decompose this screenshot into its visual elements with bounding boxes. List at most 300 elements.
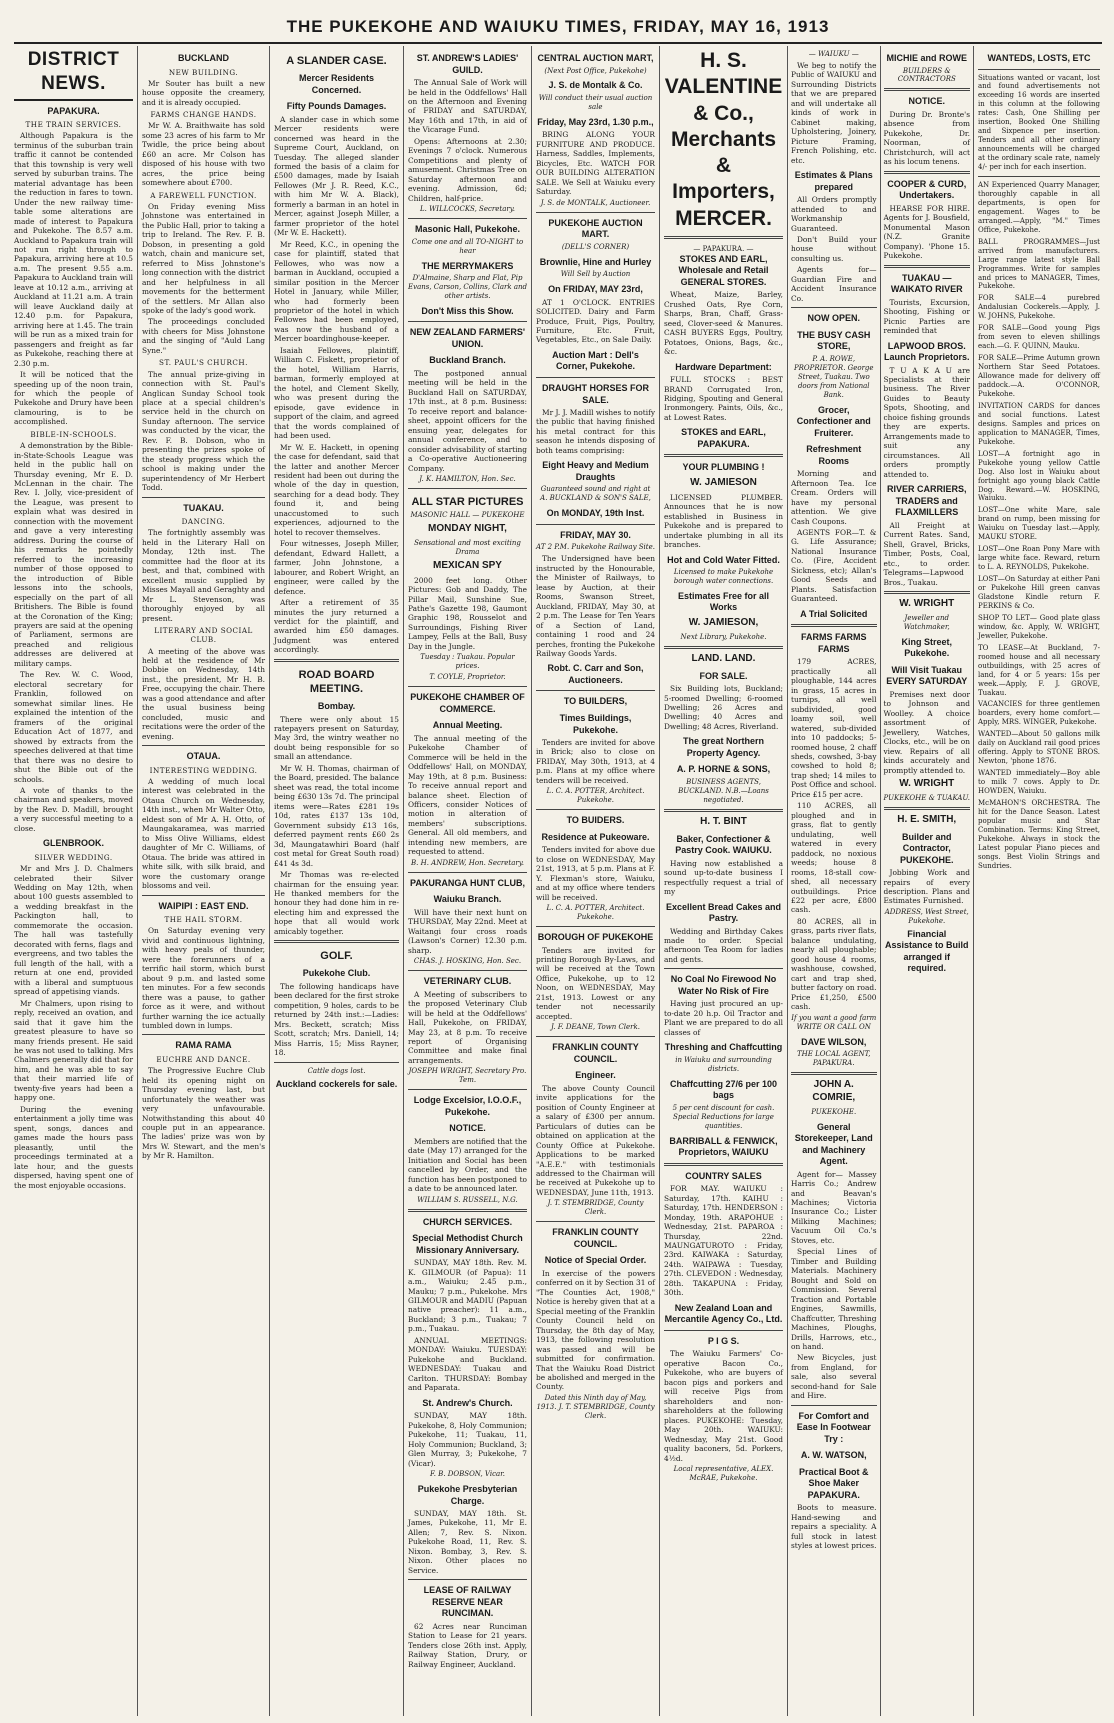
notice-text: Tenders are invited for above in Brick; also to close on FRIDAY, May 30th, 1913, at 4 p.m. Plans at my office where tenders will be received. (536, 738, 655, 785)
notice-text: SUNDAY, MAY 18th. Rev. M. K. GILMOUR (of Papua): 11 a.m., Waiuku; 2.45 p.m., Mauku; 7 p.m., Pukekohe. Mrs GILMOUR and MADIU (Papuan native preacher): 11 a.m., Buckland; 3 p.m., Tuakau; 7 p.m., Tuakau. (408, 1258, 527, 1334)
advert-text: THE LOCAL AGENT, PAPAKURA. (796, 1050, 871, 1068)
divider (536, 212, 655, 213)
advert-text: 80 ACRES, all in grass, parts river flats, balance undulating, nearly all ploughable; good house 4 rooms, washhouse, cowshed, cart and trap shed, butter factory on road. Price £1,250, £500 cash. (791, 916, 877, 1012)
notice-heading: Auction Mart : Dell's Corner, Pukekohe. (552, 349, 639, 372)
advert-name: For Comfort and Ease In Footwear Try : (796, 1410, 871, 1444)
divider (884, 591, 971, 594)
divider (408, 686, 527, 687)
article-paragraph: A vote of thanks to the chairman and speakers, moved by the Rev. D. Madill, brought a very successful meeting to a close. (14, 785, 133, 833)
advert-text: T U A K A U are Specialists at their business. The River Guides to Beauty Spots, Shooting, and choice fishing grounds they are experts. Arrangements made to suit any circumstances. All orders promptly attended to. (883, 365, 970, 479)
notice-heading: TO BUIDERS. (566, 815, 625, 826)
advert-name: No Coal No Firewood No Water No Risk of Fire (670, 974, 777, 996)
section-subheading: ST. PAUL'S CHURCH. (159, 358, 248, 368)
advert-name: Wholesale and Retail GENERAL STORES. (678, 265, 769, 287)
notice-text: The Undersigned have been instructed by the Honourable, the Minister of Railways, to lease by Auction, at their Rooms, Swanson Street, Auckland, FRIDAY, May 30, at 2 p.m. The Lease for Ten Years of a Section of Land, containing 1 rood and 24 perches, fronting the Pukekohe Railway Goods Yards. (536, 554, 655, 658)
article-headline: ROAD BOARD MEETING. (298, 668, 375, 695)
article-paragraph: The Progressive Euchre Club held its opening night on Thursday evening last, but unfortunately the weather was very unfavourable. Notwithstanding this about 40 couple put in an appearance. The ladies' prize was won by Mrs W. Stewart, and the men's by Mr R. Hamilton. (142, 1066, 265, 1161)
notice-text: The above County Council invite applications for the position of County Engineer at a salary of £300 per annum. Particulars of duties can be obtained on application at the County Office at Pukekohe. Applications to be marked "A.E.E." with testimonials addressed to the Chairman will be received at Pukekohe up to WEDNESDAY, June 11th, 1913. (536, 1083, 655, 1197)
column-wanteds (974, 46, 1104, 1716)
article-paragraph: A wedding of much local interest was celebrated in the Otaua Church on Wednesday, 14th inst., when Mr Walter Otto, eldest son of Mr A. H. Otto, of Maungakaramea, was married to Miss Olive Williams, eldest daughter of Mr C. Williams, of Otaua. The bride was attired in white silk, with silk braid, and wore the customary orange blossoms and veil. (142, 776, 265, 891)
divider (536, 926, 655, 927)
divider (408, 1089, 527, 1090)
divider (142, 895, 265, 896)
advert-text: Special Lines of Timber and Building Materials. Machinery Bought and Sold on Commission. Several Traction and Portable Engines, Sawmills, Chaffcutter, Threshing Machines, Ploughs, Drills, Harrows, etc., on hand. (791, 1247, 877, 1352)
classified-ad: TO LEASE—At Buckland, 7-roomed house and all necessary outbuildings, with 25 acres of land, for 4 or 5 years: 15s per week.—Apply, F. J. GROVE, Tuakau. (978, 643, 1100, 697)
classified-ad: VACANCIES for three gentlemen boarders, every home comfort.—Apply, MRS. WINGER, Pukekohe. (978, 700, 1100, 727)
notice-text: Guaranteed sound and right at A. BUCKLAND & SON'S SALE, (540, 485, 651, 503)
notice-heading: Brownlie, Hine and Hurley (539, 256, 652, 267)
notice-text: Tuesday : Tuakau. Popular prices. (420, 653, 515, 671)
advert-text: All Orders promptly attended to and Workmanship Guaranteed. (791, 195, 877, 233)
classified-ad: BALL PROGRAMMES—Just arrived from manufacturers. Large range latest style Ball Programmes. Write for samples and prices to MANAGER, Times, Pukekohe. (978, 237, 1100, 291)
divider (142, 1034, 265, 1035)
advert-text: Tourists, Excursion, Shooting, Fishing or Picnic Parties are reminded that (883, 297, 970, 336)
article-paragraph: A slander case in which some Mercer residents were concerned was heard in the Supreme Court, Auckland, on Tuesday. The alleged slander formed the basis of a claim for £500 damages, made by Isaiah Fellowes (Mr J. R. Reed, K.C., with him Mr W. A. Black), formerly a barman in an hotel in Mercer, against Joseph Miller, a farmer proprietor of the hotel (Mr W. E. Hackett). (274, 114, 399, 238)
classified-ad: INVITATION CARDS for dances and social functions. Latest designs. Samples and prices on application to MANAGER, Times, Pukekohe. (978, 401, 1100, 446)
advert-headline: Merchants & Importers, (670, 127, 777, 204)
section-heading: OTAUA. (186, 751, 221, 762)
notice-subheading: Notice of Special Order. (544, 1255, 647, 1266)
advert-text: If you want a good farm WRITE OR CALL ON (791, 1013, 877, 1031)
advert-name: W. JAMIESON, (688, 617, 759, 628)
notice-text: SUNDAY, MAY 18th. Pukekohe, 8, Holy Communion; Pukekohe, 11; Tuakau, 11, Holy Communion; Buckland, 3; Glen Murray, 3; Pukekohe, 7 (Vicar). (408, 1411, 527, 1468)
notice-heading: PAKURANGA HUNT CLUB, (410, 877, 525, 888)
advert-name: General Storekeeper, Land and Machinery Agent. (794, 1121, 873, 1167)
notice-text: Opens: Afternoons at 2.30; Evenings 7 o'clock. Numerous Competitions and plenty of amusement. Christmas Tree on Saturday afternoon and evening. Admission, 6d; Children, half-price. (408, 136, 527, 203)
notice-text: D'Almaine, Sharp and Flat, Pip Evans, Carson, Collins, Clark and other artists. (408, 274, 528, 300)
advert-text: Premises next door to Johnson and Woolley. A choice assortment of Jewellery, Watches, Clocks, etc., will be on view. Repairs of all kinds accurately and promptly attended to. (883, 689, 970, 775)
notice-signature: J. S. de MONTALK, Auctioneer. (540, 198, 651, 207)
notice-subheading: Engineer. (575, 1070, 616, 1081)
divider (664, 809, 783, 812)
advert-text: AGENTS FOR—T. & G. Life Assurance; National Insurance Co. (Fire, Accident Sickness, etc); Allan's Good Seeds and Plants. Satisfaction Guaranteed. (791, 528, 877, 604)
article-paragraph: Mr W. A. Braithwaite has sold some 23 acres of his farm to Mr Twidle, the price being about £60 an acre. Mr Colson has disposed of his house with two acres, the price being somewhere about £700. (142, 121, 265, 188)
article-paragraph: Mr W. H. Thomas, chairman of the Board, presided. The balance sheet was read, the total income being £630 13s 7d. The principal items were—Rates £281 19s 10d, rates £137 13s 10d, Government subsidy £13 16s, deferred payment rents £60 2s 3d, Maungatawhiri Board (half cost metal for Great South road) £41 4s 3d. (274, 763, 399, 868)
advert-name: NOTICE. (908, 96, 945, 107)
notice-heading: CENTRAL AUCTION MART, (537, 53, 654, 63)
divider (536, 524, 655, 525)
advert-name: Threshing and Chaffcutting (664, 1042, 783, 1053)
advert-name: JOHN A. COMRIE, (812, 1078, 856, 1103)
notice-subheading: Times Buildings, Pukekohe. (559, 712, 632, 735)
advert-name: A. W. WATSON, (800, 1450, 867, 1461)
article-paragraph: Mr and Mrs J. D. Chalmers celebrated their Silver Wedding on May 12th, when about 100 guests assembled to a wedding breakfast in the Packington hall, to commemorate the occasion. The hall was tastefully decorated with ferns, flags and evergreens, and two tables the full length of the hall, with a return at one end, provided with a liberal and sumptuous spread of appetising viands. (14, 864, 133, 997)
masthead (14, 10, 1102, 44)
notice-text: Will Sell by Auction (560, 270, 631, 279)
article-paragraph: The Rev. W. C. Wood, electoral secretary for Franklin, followed on somewhat similar lines. He explained the intention of the framers of the original Education Act of 1877, and showed by extracts from the speeches delivered at that time that there was no desire to shut the Bible out of the schools. (14, 670, 133, 784)
section-heading: RAMA RAMA (175, 1040, 232, 1051)
classified-ad: LOST—One white Mare, sale brand on rump, been missing for Waiuku on Tuesday last.—Apply, MAUKU STORE. (978, 506, 1100, 542)
advert-text: — WAIUKU — (808, 50, 859, 58)
article-paragraph: After a retirement of 35 minutes the jury returned a verdict for the plaintiff, and awarded him £50 damages. Judgment was entered accordingly. (274, 598, 399, 655)
notice-text: Come one and all TO-NIGHT to hear (411, 237, 524, 255)
divider (408, 488, 527, 489)
section-subheading: LITERARY AND SOCIAL CLUB. (154, 626, 253, 645)
notice-heading: NEW ZEALAND FARMERS' UNION. (409, 327, 526, 349)
article-paragraph: A demonstration by the Bible-in-State-Schools League was held in the public hall on Thursday evening, Mr E. D. McLennan in the chair. The Rev. I. Jolly, vice-president of the League, was present to explain what was desired in connection with the movement and gave a very interesting address. During the course of his remarks he pointedly referred to the increasing number of those opposed to the introduction of Bible lessons into the schools, especially on the part of all Britishers. The Bible is found at the Coronation of the King; prayers are said at the opening of Parliament, sermons are preached and religious addresses are delivered at military camps. (14, 441, 133, 668)
notice-heading: FRANKLIN COUNTY COUNCIL. (552, 1042, 639, 1064)
column-businesses (788, 46, 974, 1716)
advert-text: — PAPAKURA. — (693, 244, 754, 253)
notice-heading: Eight Heavy and Medium Draughts (542, 460, 649, 482)
advert-text: Having now established a sound up-to-date business I respectfully request a trial of my (664, 858, 783, 897)
notice-heading: ALL STAR PICTURES (411, 496, 524, 509)
advert-name: COUNTRY SALES (685, 1170, 762, 1181)
divider (536, 690, 655, 691)
notice-signature: J. K. HAMILTON, Hon. Sec. (419, 475, 516, 484)
notice-signature: T. COYLE, Proprietor. (429, 673, 506, 682)
divider (408, 321, 527, 322)
advert-text: PUKEKOHE & TUAKAU. (883, 793, 970, 802)
divider (536, 1036, 655, 1037)
advert-name: Estimates Free for all Works (677, 590, 770, 613)
divider (536, 1221, 655, 1222)
classified-ad: WANTED—About 50 gallons milk daily on Auckland rail good prices offering. Apply to STONE BROS. Newton, 'phone 1876. (978, 730, 1100, 766)
advert-name: FOR SALE. (699, 670, 748, 681)
section-subheading: INTERESTING WEDDING. (149, 765, 258, 775)
advert-text: Licensed to make Pukekohe borough water connections. (673, 568, 774, 586)
notice-text: ANNUAL MEETINGS: MONDAY: Waiuku. TUESDAY: Pukekohe and Buckland. WEDNESDAY: Tuakau and Carlton. THURSDAY: Bombay and Paparata. (408, 1335, 527, 1393)
article-paragraph: A meeting of the above was held at the residence of Mr Dobbie on Wednesday, 14th inst., the president, Mr H. B. Free, occupying the chair. There was a good attendance and after the usual business being concluded, music and recitations were the order of the evening. (142, 646, 265, 741)
advert-name: P I G S. (707, 1335, 740, 1346)
newspaper-title: THE PUKEKOHE AND WAIUKU TIMES, FRIDAY, MAY 16, 1913 (286, 17, 830, 36)
notice-signature: L. C. A. POTTER, Architect. Pukekohe. (546, 904, 645, 922)
classified-ad: LOST—A fortnight ago in Pukekohe young yellow Cattle Dog. Also lost in Waiuku about fortnight ago young black Cattle Dog. Reward.—W. HOSKING, Waiuku. (978, 449, 1100, 503)
notice-heading: FRIDAY, MAY 30. (560, 529, 631, 540)
section-subheading: A FAREWELL FUNCTION. (150, 190, 257, 200)
notice-text: Will have their next hunt on THURSDAY, May 22nd. Meet at Waitangi four cross roads (Lawson's Corner) 12.30 p.m. sharp. (408, 907, 527, 955)
notice-text: MASONIC HALL — PUKEKOHE (410, 511, 525, 520)
advert-name: THE BUSY CASH STORE, (797, 329, 871, 352)
column-auctions (532, 46, 660, 1716)
notice-subheading: Pukekohe Presbyterian Charge. (417, 1483, 518, 1506)
notice-heading: BOROUGH OF PUKEKOHE (537, 932, 654, 943)
section-subheading: EUCHRE AND DANCE. (156, 1054, 251, 1064)
advert-name: W. WRIGHT (899, 777, 955, 789)
notice-heading: Don't Miss this Show. (421, 305, 514, 316)
section-heading: PAPAKURA. (47, 105, 100, 116)
classified-snippet: Auckland cockerels for sale. (275, 1078, 398, 1089)
column-businesses-right (881, 46, 974, 1716)
article-headline: GOLF. (320, 950, 353, 963)
section-subheading: FARMS CHANGE HANDS. (150, 110, 257, 120)
advert-name: LAPWOOD BROS. Launch Proprietors. (883, 340, 970, 363)
notice-text: The Annual Sale of Work will be held in the Oddfellows' Hall on the Afternoon and Evening of FRIDAY and SATURDAY, May 16th and 17th, in aid of the Vicarage Fund. (408, 78, 527, 135)
advert-text: Jobbing Work and repairs of every description. Plans and Estimates Furnished. (883, 868, 970, 906)
notice-heading: Masonic Hall, Pukekohe. (414, 224, 521, 235)
notice-heading: Friday, May 23rd, 1.30 p.m., (537, 116, 654, 127)
divider (142, 745, 265, 746)
divider (274, 1062, 399, 1063)
notice-heading: MEXICAN SPY (433, 559, 502, 571)
notice-heading: VETERINARY CLUB. (423, 976, 512, 987)
notice-text: 62 Acres near Runciman Station to Lease for 21 years. Tenders close 26th inst. Apply, Railway Station, Drury, or Railway Engineer, Auckland. (408, 1621, 527, 1669)
notice-text: The annual meeting of the Pukekohe Chamber of Commerce will be held in the Oddfellows' Hall, on MONDAY, May 19th, at 8 p.m. Business: To receive annual report and balance sheet. Election of Officers, consider Notices of motion in alteration of members' subscriptions. General. All old members, and intending new members, are requested to attend. (408, 733, 527, 857)
advert-text: ADDRESS, West Street, Pukekohe. (884, 907, 969, 925)
notice-heading: CHURCH SERVICES. (422, 1216, 513, 1227)
advert-headline: MERCER. (675, 206, 772, 230)
section-heading: TUAKAU. (183, 502, 224, 513)
divider (536, 809, 655, 810)
notice-text: Will conduct their usual auction sale (538, 93, 653, 111)
article-paragraph: Mr Souter has built a new house opposite the creamery, and it is already occupied. (142, 78, 265, 107)
article-paragraph: Isaiah Fellowes, plaintiff, William C. Fiskett, proprietor of the hotel, William Harris, barman, formerly employed at the hotel, and Clement Skelly, who was present during the episode, gave evidence in support of the claim, and agreed that the words complained of had been used. (274, 345, 399, 441)
notice-heading: DRAUGHT HORSES FOR SALE. (541, 382, 649, 405)
classified-ad: FOR SALE—Prime Autumn grown Northern Star Seed Potatoes. Allowance made for delivery off paddock.—A. O'CONNOR, Pukekohe. (978, 354, 1100, 398)
wanteds-intro: Situations wanted or vacant, lost and found advertisements not exceeding 16 words are inserted in this column at the following rates: Cash, One Shilling per insertion, Booked One Shilling and Sixpence per insertion. Tenders and all other ordinary announcements will be charged at the ordinary scale rate, namely 4/- per inch for each insertion. (978, 73, 1100, 172)
advert-text: Jeweller and Watchmaker, (903, 613, 950, 631)
notice-heading: LEASE OF RAILWAY RESERVE NEAR RUNCIMAN. (423, 1585, 512, 1619)
advert-name: STOKES and EARL, PAPAKURA. (681, 427, 766, 449)
advert-name: Refreshment Rooms (806, 444, 862, 466)
advert-text: P. A. ROWE, PROPRIETOR. George Street, Tuakau. Two doors from National Bank. (793, 354, 874, 399)
divider (978, 69, 1100, 70)
advert-text: Don't Build your house without consulting us. (791, 235, 877, 263)
divider (408, 970, 527, 971)
notice-heading: Robt. C. Carr and Son, Auctioneers. (547, 663, 644, 685)
section-heading: GLENBROOK. (42, 838, 104, 849)
divider (408, 1209, 527, 1212)
advert-text: Having just procured an up-to-date 20 h.p. Oil Tractor and Plant we are prepared to do all classes of (664, 999, 783, 1037)
section-heading: WAIPIPI : EAST END. (158, 900, 249, 911)
advert-name: W. JAMIESON (690, 476, 757, 488)
notice-heading: Lodge Excelsior, I.O.O.F., Pukekohe. (413, 1095, 522, 1117)
advert-text: FOR MAY. WAIUKU : Saturday, 17th. KAIHU : Saturday, 17th. HENDERSON : Monday, 19th. ARAPOHUE : Wednesday, 21st. PAPAROA : Thursday, 22nd. MAUNGATUROTO : Friday, 23rd. KAIWAKA : Saturday, 24th. WAIPAWA : Tuesday, 27th. CLEVEDON : Wednesday, 28th. TAKAPUNA : Friday, 30th. (664, 1184, 783, 1298)
notice-text: Tenders invited for above due to close on WEDNESDAY, May 21st, 1913, at 5 p.m. Plans at F. Y. Flexman's store, Waiuku, and at my office where tenders will be received. (536, 845, 655, 902)
advert-name: Chaffcutting 27/6 per 100 bags (669, 1078, 778, 1101)
advert-text: LICENSED PLUMBER. Announces that he is now established in Business in Pukekohe and is prepared to undertake plumbing in all its branches. (664, 492, 783, 550)
section-subheading: NEW BUILDING. (168, 67, 239, 77)
column-notices (404, 46, 532, 1716)
advert-name: The great Northern Property Agency. (682, 736, 764, 758)
divider (791, 624, 877, 627)
advert-text: Wheat, Maize, Barley, Crushed Oats, Rye Corn, Sharps, Bran, Chaff, Grass-seed, Clover-seed & Manures. CASH BUYERS Eggs, Poultry, Potatoes, Onions, Bags, &c., &c. (664, 290, 783, 357)
advert (664, 243, 783, 291)
advert-text: The Waiuku Farmers' Co-operative Bacon Co., Pukekohe, who are buyers of bacon pigs and porkers and will receive Pigs from shareholders and non-shareholders at the following places. PUKEKOHE: Tuesday, May 20th. WAIUKU: Wednesday, May 21st. Good quality baconers, 5d. Porkers, 4½d. (664, 1349, 783, 1463)
notice-signature: F. B. DOBSON, Vicar. (429, 1470, 506, 1479)
notice-heading: On MONDAY, 19th Inst. (546, 508, 645, 519)
notice-text: The postponed annual meeting will be held in the Buckland Hall on SATURDAY, 17th inst., at 8 p.m. Business: To receive report and balance-sheet, appoint officers for the ensuing year, delegates for annual conference, and to consider advisability of starting a Co-operative Auctioneering Company. (408, 368, 527, 473)
section-heading: BUCKLAND (178, 53, 229, 63)
advert-headline: H. S. VALENTINE & Co., (664, 49, 783, 125)
classified-ad: LOST—On Saturday at either Pani or Pukekohe Hill green canvas Gladstone Kindle return F. PERKINS & Co. (978, 575, 1100, 610)
classified-ad: SHOP TO LET— Good plate glass window, &c. Apply, W. WRIGHT, Jeweller, Pukekohe. (978, 613, 1100, 640)
classified-ad: FOR SALE—4 purebred Andalusian Cockerels.—Apply, J. W. JOHNS, Pukekohe. (978, 294, 1100, 321)
advert-text: Boots to measure. Hand-sewing and repairs a speciality. A full stock in latest styles at lowest prices. (791, 1503, 877, 1551)
article-paragraph: Although Papakura is the terminus of the suburban train traffic it cannot be contended that this township is very well served by suburban trains. The material advantage has been the reduction in fares to town. Under the new railway time-table some alterations are made of interest to Papakura and Pukekohe. The 8.57 a.m. Auckland to Papakura train will not run right through to Papakura, arriving here at 10.5 a.m. The present 9.55 a.m. Papakura to Auckland train will leave at 10.12 a.m., arriving at Auckland at 11.21 a.m. A train will leave Auckland daily at 12.40 p.m. for Papakura, arriving here at 1.45. The train will be run as a mixed train for passengers and freight as far as Pukekohe, reaching there at 2.30 p.m. (14, 131, 133, 368)
wanteds-title: WANTEDS, LOSTS, ETC (987, 53, 1091, 63)
divider (664, 236, 783, 239)
notice-subheading: Residence at Pukeoware. (541, 831, 650, 842)
notice-heading: FRANKLIN COUNTY COUNCIL. (552, 1227, 639, 1249)
advert-text: 110 ACRES, all ploughed and in grass, flat to gently undulating, well watered in every paddock, no noxious weeds; house 8 rooms, 18-stall cow-shed, all necessary outbuildings. Price £22 per acre, £800 cash. (791, 801, 877, 915)
article-paragraph: There were only about 15 ratepayers present on Saturday, May 3rd, the wintry weather no doubt being responsible for so small an attendance. (274, 714, 399, 762)
article-paragraph: On Saturday evening very vivid and continuous lightning, with heavy peals of thunder, were the forerunners of a terrific hail storm, which burst about 9 p.m. and lasted some ten minutes. For a few seconds there was a pause, to gather force as it were, and without further warning the ice actually tumbled down in lumps. (142, 926, 265, 1030)
notice-text: In exercise of the powers conferred on it by Section 31 of "The Counties Act, 1908," Notice is hereby given that at a Special meeting of the Franklin County Council held on Thursday, the 8th day of May, 1913, the following resolution was passed and will be submitted for confirmation. That the Waiuku Road District be abolished and merged in the County. (536, 1268, 655, 1392)
advert-name: New Zealand Loan and Mercantile Agency Co., Ltd. (664, 1302, 783, 1325)
notice-heading: PUKEKOHE AUCTION MART. (548, 217, 643, 240)
advert-name: Excellent Bread Cakes and Pastry. (665, 901, 782, 924)
advert-text: FULL STOCKS : BEST BRAND Corrugated Iron, Ridging, Spouting and General Ironmongery. Paints, Oils, &c., at Lowest Rates. (664, 375, 783, 422)
notice-text: BRING ALONG YOUR FURNITURE AND PRODUCE. Harness, Saddles, Implements, Bicycles, Etc. WATCH FOR OUR BUILDING ALTERATION SALE. We Sell at Waiuku every Saturday. (536, 130, 655, 197)
advert-name: Builder and Contractor, PUKEKOHE. (899, 831, 954, 865)
advert-text: During Dr. Bronte's absence from Pukekohe, Dr. Noorman, of Christchurch, will act as his locum tenens. (883, 109, 970, 167)
notice-text: AT 2 P.M. Pukekohe Railway Site. (536, 543, 655, 552)
column-slander-case (270, 46, 404, 1716)
divider (408, 218, 527, 219)
classified-ad: WANTED immediately—Boy able to milk 7 cows. Apply to Dr. HOWDEN, Waiuku. (978, 769, 1100, 796)
divider (791, 1072, 877, 1075)
advert-text: Wedding and Birthday Cakes made to order. Special afternoon Tea Room for ladies and gents. (664, 926, 783, 964)
notice-signature: B. H. ANDREW, Hon. Secretary. (411, 858, 524, 867)
advert-name: DAVE WILSON, (801, 1036, 867, 1047)
advert-name: TUAKAU — WAIKATO RIVER (890, 272, 963, 295)
divider (664, 646, 783, 649)
notice-text: SUNDAY, MAY 18th. St. James, Pukekohe, 11, Mr E. Allen; 7, Rev. S. Nixon. Pukekohe Road, 11, Rev. S. Nixon. Bombay, 3, Rev. S. Nixon. Other places no Service. (408, 1509, 527, 1575)
section-subheading: DANCING. (181, 517, 226, 527)
advert-name: BARRIBALL & FENWICK, Proprietors, WAIUKU (669, 1135, 778, 1158)
notice-text: 2000 feet long. Other Pictures: Gob and Daddy, The Pillar Mail, Sunshine Sue, Pathe's Gazette 198, Gaumont Graphic 198, Rousselot and Surroundings, Fishing River Lampey, Fells at the Ball, Busy Day in the Jungle. (408, 575, 527, 651)
advert-name: YOUR PLUMBING ! (682, 462, 765, 473)
divider (791, 1405, 877, 1406)
notice-signature: JOSEPH WRIGHT, Secretary Pro. Tem. (408, 1067, 527, 1085)
article-paragraph: On Friday evening Miss Johnstone was entertained in the Public Hall, prior to taking a trip to Ireland. The Rev. F. B. Dobson, in presenting a gold watch, chain and manicure set, referred to Miss Johnstone's long connection with the district and her helpfulness in all movements for the betterment of the settlers. Mr Allan also spoke of the lady's good work. (142, 201, 265, 316)
article-paragraph: The annual prize-giving in connection with St. Paul's Anglican Sunday School took place at a special children's service held in the church on Sunday afternoon. The service was conducted by the vicar, the Rev. F. B. Dobson, who in presenting the prizes spoke of the steady progress which the school is making under the superintendency of Mr Herbert Todd. (142, 369, 265, 493)
article-subheadline: Mercer Residents Concerned. (298, 73, 375, 95)
advert-text: Morning and Afternoon Tea. Ice Cream. Orders will have my personal attention. We give Cash Coupons. (791, 469, 877, 526)
advert-text: We beg to notify the Public of WAIUKU and Surrounding Districts that we are prepared and will undertake all kinds of work in Cabinet making, Upholstering, Joinery, Picture Framing, French Polishing, etc. etc. (791, 60, 877, 165)
column-district-news (10, 46, 138, 1716)
section-subheading: BIBLE-IN-SCHOOLS. (30, 429, 117, 439)
notice-heading: THE MERRYMAKERS (421, 260, 514, 271)
advert-text: BUSINESS AGENTS, BUCKLAND. N.B.—Loans negotiated. (678, 777, 769, 804)
notice-text: (Next Post Office, Pukekohe) (544, 66, 647, 75)
advert-name: King Street, Pukekohe. (901, 636, 952, 659)
notice-subheading: Waiuku Branch. (433, 894, 502, 905)
section-subheading: THE HAIL STORM. (164, 915, 243, 925)
divider (884, 807, 971, 810)
notice-heading: ST. ANDREW'S LADIES' GUILD. (416, 53, 519, 75)
advert-name: MICHIE and ROWE (886, 53, 967, 63)
advert-name: FARMS FARMS FARMS (800, 632, 867, 654)
article-paragraph: The following handicaps have been declared for the first stroke competition, 9 holes, cards to be returned by 24th inst.:—Ladies: Mrs. Beckett, scratch; Miss Scott, scratch; Mrs. Daniell, 14; Miss Harris, 15; Miss Rayner, 18. (274, 981, 399, 1058)
page-columns (10, 46, 1104, 1716)
notice-subheading: St. Andrew's Church. (422, 1397, 513, 1408)
advert-name: A. P. HORNE & SONS, (676, 764, 771, 775)
section-subheading: THE TRAIN SERVICES. (25, 120, 122, 130)
advert-name: Grocer, Confectioner and Fruiterer. (796, 404, 871, 438)
article-subheadline: Fifty Pounds Damages. (286, 101, 387, 112)
advert-text: HEARSE FOR HIRE. Agents for J. Bousfield, Monumental Mason (N.Z. Granite Company). 'Phone 15. Pukekohe. (883, 203, 970, 261)
divider (274, 940, 399, 943)
advert-text: All Freight at Current Rates. Sand, Shell, Gravel, Bricks, Timber, Posts, Coal, etc., to order. Telegrams—Lapwood Bros., Tuakau. (883, 520, 970, 587)
divider (884, 88, 971, 91)
column-merchants (660, 46, 788, 1716)
advert-name: H. T. BINT (700, 815, 747, 827)
advert-name: COOPER & CURD, Undertakers. (887, 178, 967, 201)
divider (884, 171, 971, 174)
notice-signature: L. WILLCOCKS, Secretary. (420, 205, 515, 214)
advert-name: RIVER CARRIERS, TRADERS and FLAXMILLERS (886, 484, 967, 518)
notice-heading: PUKEKOHE CHAMBER OF COMMERCE. (410, 692, 525, 714)
divider (791, 307, 877, 308)
article-subheadline: Pukekohe Club. (302, 968, 371, 979)
notice-subheading: Buckland Branch. (429, 355, 506, 366)
advert-name: Practical Boot & Shoe Maker PAPAKURA. (798, 1466, 869, 1500)
article-paragraph: Four witnesses, Joseph Miller, defendant, Edward Hallett, a farmer, John Johnstone, a labourer, and Robert Wright, an engineer, were called by the defence. (274, 539, 399, 596)
article-subheadline: Bombay. (317, 701, 356, 712)
notice-signature: L. C. A. POTTER, Architect. Pukekohe. (546, 787, 645, 805)
district-news-title: DISTRICT NEWS. (14, 48, 133, 101)
divider (408, 1579, 527, 1580)
advert-text: Next Library, Pukekohe. (680, 632, 767, 641)
notice-text: AT 1 O'CLOCK. ENTRIES SOLICITED. Dairy and Farm Produce, Fruit, Pigs, Poultry, Furniture, Etc. Fruit, Vegetables, Etc., on Sale Daily. (536, 297, 655, 345)
advert-signature: Local representative, ALEX. McRAE, Pukekohe. (673, 1464, 774, 1482)
advert-name: A Trial Solicited (800, 608, 868, 619)
divider (274, 659, 399, 662)
classified-ad: FOR SALE—Good young Pigs from seven to eleven shillings each.—G. F. QUINN, Mauku. (978, 324, 1100, 351)
advert-text: Six Building lots, Buckland; 5-roomed Dwelling; 6-roomed Dwelling; 26 Acres and Dwelling; 40 Acres and Dwelling; 48 Acres, Riverland. (664, 684, 783, 731)
article-paragraph: During the evening entertainment a jolly time was spent, songs, dances and games made the hours pass pleasantly, until the proceedings terminated at a late hour, and the guests dispersed, having spent one of the most enjoyable occasions. (14, 1104, 133, 1190)
article-headline: A SLANDER CASE. (286, 55, 387, 67)
article-paragraph: Mr Chalmers, upon rising to reply, received an ovation, and said that it gave him the greatest pleasure to have so many friends present. He said he was not used to talking. Mrs Chalmers generally did that for him, and he was able to say that their married life of twenty-five years had been a happy one. (14, 998, 133, 1103)
classified-ad: AN Experienced Quarry Manager, thoroughly capable in all departments, is open for engagement. Wages to be arranged.—Apply, "M." Times Office, Pukekohe. (978, 181, 1100, 234)
divider (664, 1330, 783, 1331)
divider (664, 1163, 783, 1166)
article-paragraph: The proceedings concluded with cheers for Miss Johnstone and the singing of "Auld Lang Syne." (142, 317, 265, 355)
advert-text: Agents for—Guardian Fire and Accident Insurance Co. (791, 265, 877, 303)
advert-name: Hardware Department: (675, 361, 772, 372)
notice-text: Mr J. J. Madill wishes to notify the public that having finished his metal contract for this season he intends disposing of both teams comprising: (536, 408, 655, 455)
notice-subheading: Annual Meeting. (432, 720, 503, 731)
classified-snippet: Cattle dogs lost. (307, 1066, 366, 1075)
classified-ad: McMAHON'S ORCHESTRA. The hit for the Dance Season. Latest popular music and Star Combination. Terms: King Street, Pukekohe. Always in stock the Latest popular Piano pieces and songs. Best Violin Strings and Sundries. (978, 799, 1100, 870)
divider (664, 968, 783, 969)
divider (884, 265, 971, 268)
article-paragraph: Mr Thomas was re-elected chairman for the ensuing year. He thanked members for the honour they had done him in re-electing him and expressed the hope that all would work amicably together. (274, 870, 399, 936)
advert-text: New Bicycles, just from England, for sale, also several second-hand for Sale and Hire. (791, 1353, 877, 1401)
notice-text: A Meeting of subscribers to the proposed Veterinary Club will be held at the Oddfellows' Hall, Pukekohe, on FRIDAY, May 23, at 8 p.m. To receive report of Organising Committee and make final arrangements. (408, 989, 527, 1065)
notice-text: (DELL'S CORNER) (561, 242, 630, 251)
divider (664, 454, 783, 457)
advert-name: Will Visit Tuakau EVERY SATURDAY (886, 664, 968, 687)
advert-name: LAND. LAND. (691, 652, 756, 664)
notice-subheading: NOTICE. (449, 1123, 486, 1134)
advert-name: Baker, Confectioner & Pastry Cook. WAIUKU. (675, 833, 772, 856)
column-local-news (138, 46, 270, 1716)
notice-signature: J. F. DEANE, Town Clerk. (550, 1023, 640, 1032)
divider (536, 377, 655, 378)
notice-heading: TO BUILDERS, (563, 696, 628, 707)
article-paragraph: Mr Reed, K.C., in opening the case for plaintiff, stated that Fellowes, who was now a barman in Auckland, occupied a similar position in the Mercer Hotel in January, while Miller, who had formerly been proprietor of the hotel in which Fellowes had been employed, was now the husband of a Mercer boardinghouse-keeper. (274, 239, 399, 344)
advert-text: PUKEKOHE. (811, 1107, 857, 1116)
article-paragraph: The fortnightly assembly was held in the Literary Hall on Monday, 12th inst. The committee had the floor at its best, and that, combined with excellent music supplied by Misses Mayall and Geraghty and Mr L. Stevenson, was thoroughly enjoyed by all present. (142, 528, 266, 623)
notice-signature: WILLIAM S. RUSSELL, N.G. (417, 1195, 518, 1204)
advert-name: H. E. SMITH, (897, 813, 957, 825)
divider (978, 176, 1100, 177)
section-subheading: SILVER WEDDING. (34, 852, 113, 862)
notice-subheading: Special Methodist Church Missionary Anniversary. (412, 1233, 523, 1255)
notice-heading: MONDAY NIGHT, (428, 523, 507, 535)
advert-name: W. WRIGHT (899, 597, 955, 609)
advert-text: Agent for— Massey Harris Co.; Andrew and Beavan's Machines; Victoria Insurance Co.; Lister Milking Machines; Vacuum Oil Co.'s Stoves, etc. (791, 1169, 877, 1245)
article-paragraph: It will be noticed that the speeding up of the noon train, for which the people of Pukekohe and Drury have been clamouring, is to be accomplished. (14, 370, 133, 427)
advert-text: BUILDERS & CONTRACTORS (897, 66, 956, 84)
notice-signature: Dated this Ninth day of May, 1913. J. T. STEMBRIDGE, County Clerk. (536, 1393, 655, 1420)
advert-text: in Waiuku and surrounding districts. (675, 1055, 772, 1073)
advert-name: Financial Assistance to Build arranged if required. (884, 928, 969, 974)
notice-heading: On FRIDAY, MAY 23rd, (548, 284, 643, 295)
